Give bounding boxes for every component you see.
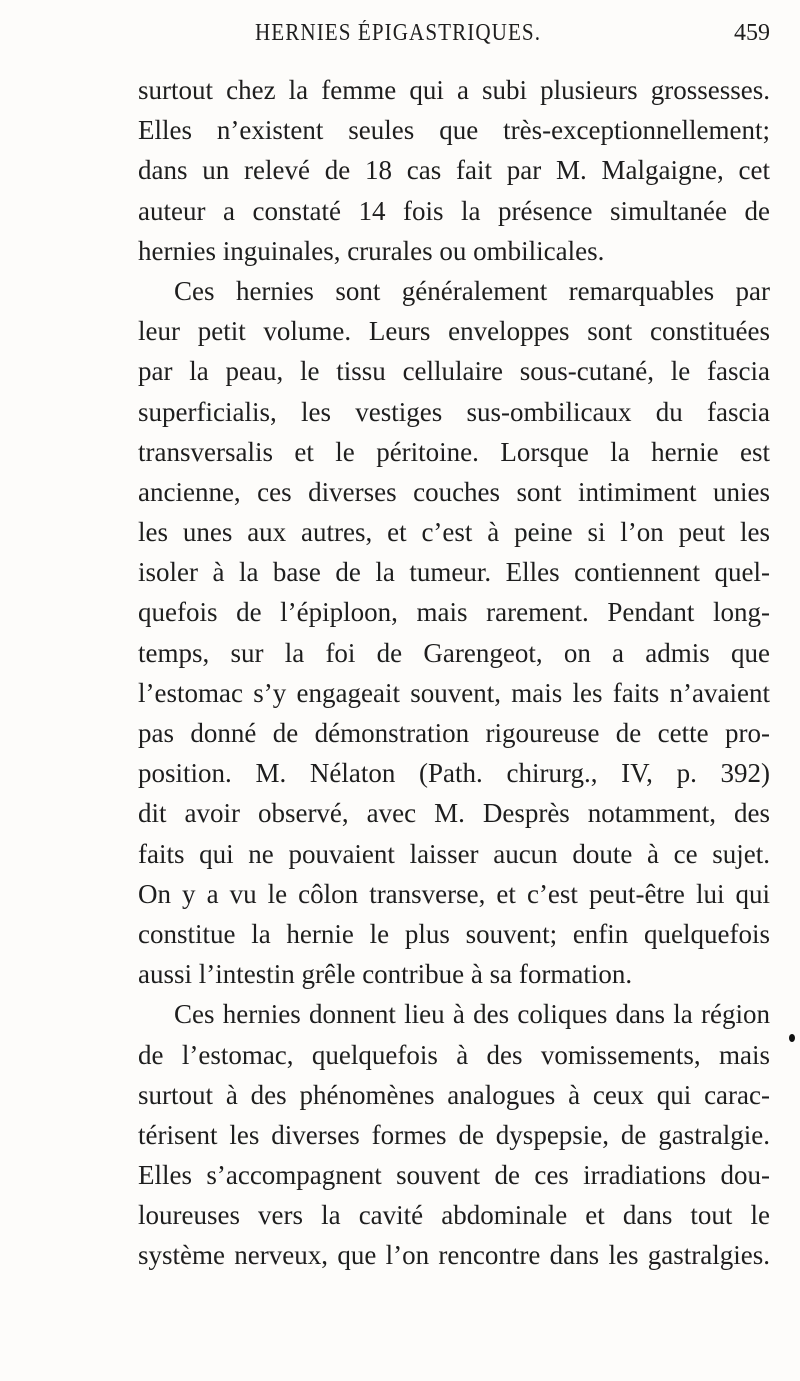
running-head: HERNIES ÉPIGASTRIQUES.	[255, 20, 542, 46]
text-line: surtout chez la femme qui a subi plusieurs grossesses.	[138, 75, 770, 105]
text-line: Elles n’existent seules que très-exceptionnellement;	[138, 115, 770, 146]
text-line: loureuses vers la cavité abdominale et dans tout le	[138, 1200, 770, 1231]
margin-ink-dot	[789, 1034, 795, 1042]
text-line: hernies inguinales, crurales ou ombilicales.	[138, 235, 605, 266]
text-line: système nerveux, que l’on rencontre dans les gastralgies.	[138, 1240, 770, 1271]
text-line: leur petit volume. Leurs enveloppes sont constituées	[138, 316, 770, 347]
text-line: térisent les diverses formes de dyspepsie, de gastralgie.	[138, 1119, 770, 1150]
text-line: superficialis, les vestiges sus-ombilicaux du fascia	[138, 396, 770, 427]
text-line: position. M. Nélaton (Path. chirurg., IV, p. 392)	[138, 758, 770, 789]
text-line: Elles s’accompagnent souvent de ces irradiations dou-	[138, 1160, 770, 1191]
text-line: temps, sur la foi de Garengeot, on a admis que	[138, 637, 770, 668]
text-line: faits qui ne pouvaient laisser aucun doute à ce sujet.	[138, 838, 770, 869]
page-header	[138, 14, 770, 54]
text-line: isoler à la base de la tumeur. Elles contiennent quel-	[138, 557, 770, 588]
text-line: constitue la hernie le plus souvent; enfin quelquefois	[138, 918, 770, 949]
text-line: transversalis et le péritoine. Lorsque la hernie est	[138, 436, 770, 467]
text-line: dit avoir observé, avec M. Desprès notamment, des	[138, 798, 770, 829]
text-line: ancienne, ces diverses couches sont intimiment unies	[138, 476, 770, 507]
text-line: On y a vu le côlon transverse, et c’est peut-être lui qui	[138, 878, 770, 909]
text-line: l’estomac s’y engageait souvent, mais les faits n’avaient	[138, 677, 770, 708]
text-line: quefois de l’épiploon, mais rarement. Pendant long-	[138, 597, 770, 628]
body-text	[138, 70, 770, 1276]
text-line: de l’estomac, quelquefois à des vomissements, mais	[138, 1039, 770, 1070]
text-line: par la peau, le tissu cellulaire sous-cutané, le fascia	[138, 356, 770, 387]
page-number: 459	[734, 20, 770, 46]
text-line: les unes aux autres, et c’est à peine si l’on peut les	[138, 517, 770, 548]
text-line: aussi l’intestin grêle contribue à sa formation.	[138, 959, 633, 990]
text-line: Ces hernies sont généralement remarquables par	[174, 275, 770, 306]
text-line: pas donné de démonstration rigoureuse de cette pro-	[138, 718, 770, 748]
text-line: Ces hernies donnent lieu à des coliques dans la région	[174, 999, 770, 1030]
text-line: auteur a constaté 14 fois la présence simultanée de	[138, 195, 770, 226]
text-line: dans un relevé de 18 cas fait par M. Malgaigne, cet	[138, 155, 770, 186]
text-line: surtout à des phénomènes analogues à ceux qui carac-	[138, 1079, 770, 1110]
